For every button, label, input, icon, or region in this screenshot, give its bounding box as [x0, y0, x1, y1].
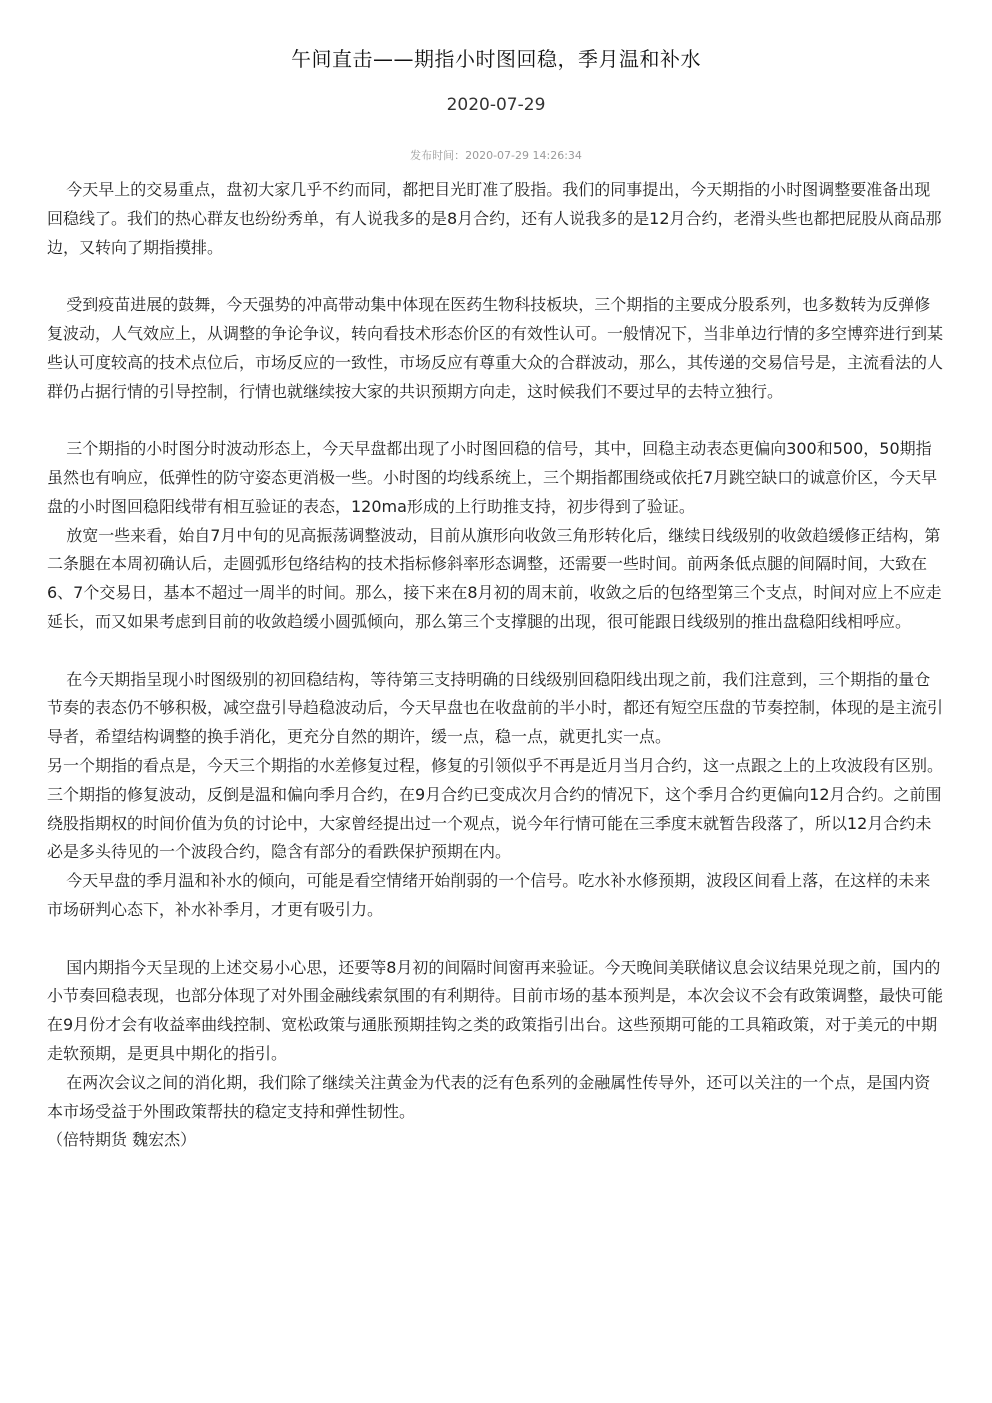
paragraph-4: 放宽一些来看，始自7月中旬的见高振荡调整波动，目前从旗形向收敛三角形转化后，继续日线级别的收敛趋缓修正结构，第二条腿在本周初确认后，走圆弧形包络结构的技术指标修斜率形态调整，还需要一些时间。前两条低点腿的间隔时间，大致在6、7个交易日，基本不超过一周半的时间。那么，接下来在8月初的周末前，收敛之后的包络型第三个支点，时间对应上不应走延长，而又如果考虑到目前的收敛趋缓小圆弧倾向，那么第三个支撑腿的出现，很可能跟日线级别的推出盘稳阳线相呼应。 — [47, 525, 942, 631]
paragraph-gap — [47, 406, 945, 435]
article-title: 午间直击——期指小时图回稳，季月温和补水 — [291, 47, 701, 71]
paragraph-2: 受到疫苗进展的鼓舞，今天强势的冲高带动集中体现在医药生物科技板块，三个期指的主要成分股系列，也多数转为反弹修复波动，人气效应上，从调整的争论争议，转向看技术形态价区的有效性认可。一般情况下，当非单边行情的多空博弈进行到某些认可度较高的技术点位后，市场反应的一致性，市场反应有尊重大众的合群波动，那么，其传递的交易信号是，主流看法的人群仍占据行情的引导控制，行情也就继续按大家的共识预期方向走，这时候我们不要过早的去特立独行。 — [47, 295, 944, 401]
paragraph-3: 三个期指的小时图分时波动形态上，今天早盘都出现了小时图回稳的信号，其中，回稳主动表态更偏向300和500，50期指虽然也有响应，低弹性的防守姿态更消极一些。小时图的均线系统上，三个期指都围绕或依托7月跳空缺口的诚意价区，今天早盘的小时图回稳阳线带有相互验证的表态，120ma形成的上行助推支持，初步得到了验证。 — [47, 439, 938, 516]
paragraph-6: 另一个期指的看点是，今天三个期指的水差修复过程，修复的引领似乎不再是近月当月合约，这一点跟之上的上攻波段有区别。三个期指的修复波动，反倒是温和偏向季月合约，在9月合约已变成次月合约的情况下，这个季月合约更偏向12月合约。之前围绕股指期权的时间价值为负的讨论中，大家曾经提出过一个观点，说今年行情可能在三季度末就暂告段落了，所以12月合约未必是多头待见的一个波段合约，隐含有部分的看跌保护预期在内。 — [47, 755, 944, 862]
article-body — [47, 176, 945, 1155]
paragraph-gap — [47, 925, 945, 954]
paragraph-gap — [47, 262, 945, 291]
paragraph-9: 在两次会议之间的消化期，我们除了继续关注黄金为代表的泛有色系列的金融属性传导外，还可以关注的一个点，是国内资本市场受益于外围政策帮扶的稳定支持和弹性韧性。 — [47, 1072, 931, 1121]
publish-time-line — [0, 148, 992, 164]
paragraph-5: 在今天期指呈现小时图级别的初回稳结构，等待第三支持明确的日线级别回稳阳线出现之前，我们注意到，三个期指的量仓节奏的表态仍不够积极，减空盘引导趋稳波动后，今天早盘也在收盘前的半小时，都还有短空压盘的节奏控制，体现的是主流引导者，希望结构调整的换手消化，更充分自然的期许，缓一点，稳一点，就更扎实一点。 — [47, 669, 944, 747]
publish-time-label: 发布时间： — [410, 149, 466, 162]
paragraph-1: 今天早上的交易重点，盘初大家几乎不约而同，都把目光盯准了股指。我们的同事提出，今天期指的小时图调整要准备出现回稳线了。我们的热心群友也纷纷秀单，有人说我多的是8月合约，还有人说我多的是12月合约，老滑头些也都把屁股从商品那边，又转向了期指摸排。 — [47, 180, 942, 257]
paragraph-8: 国内期指今天呈现的上述交易小心思，还要等8月初的间隔时间窗再来验证。今天晚间美联储议息会议结果兑现之前，国内的小节奏回稳表现，也部分体现了对外围金融线索氛围的有利期待。目前市场的基本预判是，本次会议不会有政策调整，最快可能在9月份才会有收益率曲线控制、宽松政策与通胀预期挂钩之类的政策指引出台。这些预期可能的工具箱政策，对于美元的中期走软预期，是更具中期化的指引。 — [47, 957, 944, 1063]
author-signature: （倍特期货 魏宏杰） — [47, 1130, 197, 1150]
paragraph-gap — [47, 637, 945, 666]
publish-time-value: 2020-07-29 14:26:34 — [465, 149, 582, 162]
paragraph-7: 今天早盘的季月温和补水的倾向，可能是看空情绪开始削弱的一个信号。吃水补水修预期，波段区间看上落，在这样的未来市场研判心态下，补水补季月，才更有吸引力。 — [47, 871, 931, 919]
article-date: 2020-07-29 — [446, 95, 546, 115]
